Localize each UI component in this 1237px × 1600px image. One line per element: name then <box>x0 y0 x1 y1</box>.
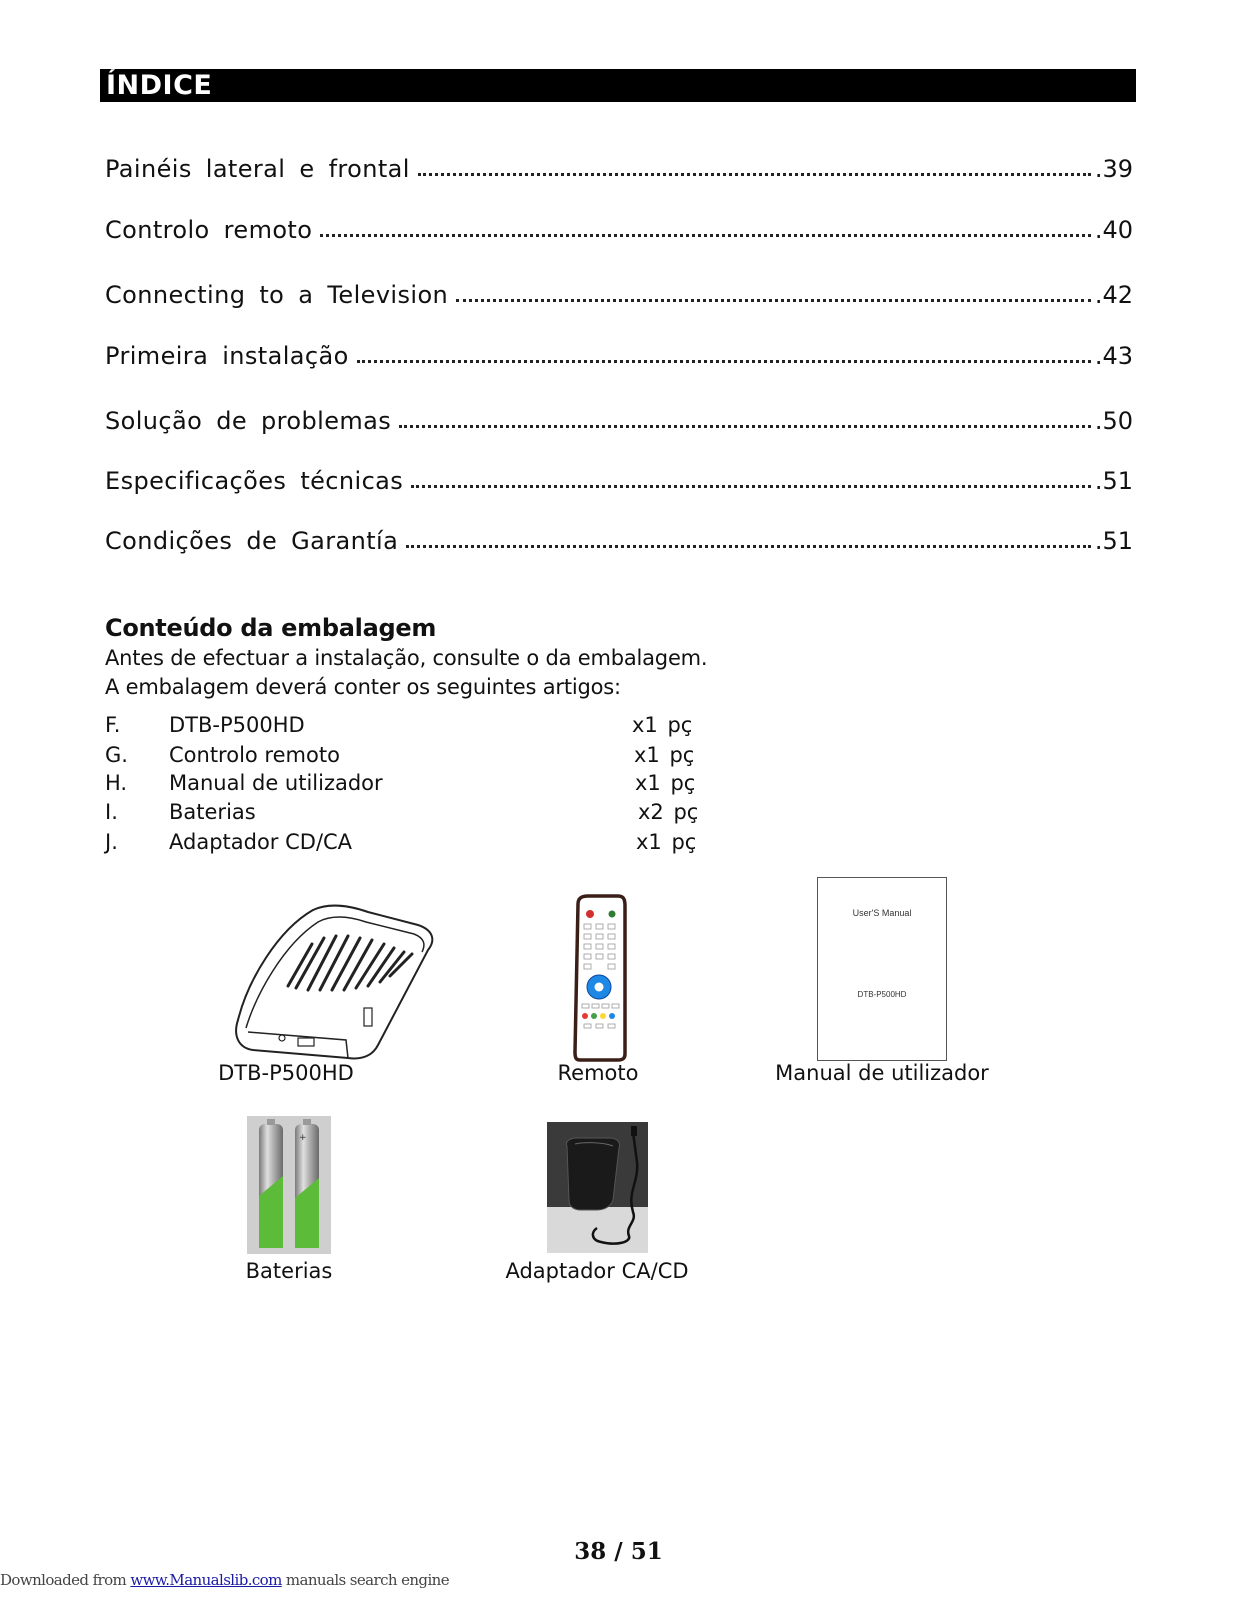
package-item-qty: x1 pç <box>636 830 697 854</box>
header-bar <box>100 69 1136 102</box>
package-item-letter: J. <box>105 830 118 854</box>
figure-caption: DTB-P500HD <box>218 1061 354 1085</box>
package-item-name: Adaptador CD/CA <box>169 830 353 854</box>
download-note <box>0 1571 449 1589</box>
toc-leader <box>456 299 1091 302</box>
package-item-letter: G. <box>105 743 128 767</box>
figure-caption: Adaptador CA/CD <box>505 1259 689 1283</box>
package-item-name: Baterias <box>169 800 256 824</box>
figure-caption: Remoto <box>557 1061 639 1085</box>
download-note-prefix: Downloaded from <box>0 1571 131 1589</box>
toc-entry-title: Solução de problemas <box>105 407 392 435</box>
page-number: 38 / 51 <box>574 1538 663 1565</box>
package-item-qty: x1 pç <box>635 771 696 795</box>
package-item-name: Controlo remoto <box>169 743 340 767</box>
toc-entry-title: Controlo remoto <box>105 216 313 244</box>
toc-entry <box>105 212 1133 244</box>
toc-entry-title: Connecting to a Television <box>105 281 449 309</box>
package-item <box>105 830 705 858</box>
figure-caption: Baterias <box>245 1259 333 1283</box>
toc-entry <box>105 277 1133 309</box>
toc-entry-title: Especificações técnicas <box>105 467 404 495</box>
toc-entry <box>105 151 1133 183</box>
package-item <box>105 771 705 799</box>
intro-line: Antes de efectuar a instalação, consulte o da embalagem. <box>105 646 708 670</box>
toc-leader <box>406 545 1091 548</box>
package-item <box>105 713 705 741</box>
toc-entry-page: .39 <box>1094 155 1133 183</box>
toc-leader <box>399 425 1091 428</box>
package-item-letter: H. <box>105 771 128 795</box>
download-note-suffix: manuals search engine <box>281 1571 449 1589</box>
package-item <box>105 800 705 828</box>
toc-entry-page: .50 <box>1094 407 1133 435</box>
package-item <box>105 743 705 771</box>
package-item-qty: x2 pç <box>638 800 699 824</box>
page-title: ÍNDICE <box>106 70 213 101</box>
remote-illustration <box>572 894 628 1062</box>
toc-leader <box>411 485 1091 488</box>
package-item-name: DTB-P500HD <box>169 713 305 737</box>
package-item-letter: I. <box>105 800 118 824</box>
intro-line: A embalagem deverá conter os seguintes artigos: <box>105 675 621 699</box>
toc-entry <box>105 523 1133 555</box>
batteries-illustration <box>247 1116 331 1254</box>
toc-entry-page: .42 <box>1094 281 1133 309</box>
toc-entry-page: .40 <box>1094 216 1133 244</box>
section-heading: Conteúdo da embalagem <box>105 614 437 642</box>
toc-leader <box>320 234 1091 237</box>
manual-cover-title: User'S Manual <box>852 908 912 918</box>
package-item-qty: x1 pç <box>632 713 693 737</box>
package-item-qty: x1 pç <box>634 743 695 767</box>
toc-entry <box>105 463 1133 495</box>
toc-entry <box>105 338 1133 370</box>
toc-entry-title: Primeira instalação <box>105 342 349 370</box>
manual-illustration <box>817 877 947 1061</box>
toc-entry-page: .51 <box>1094 467 1133 495</box>
toc-entry-page: .51 <box>1094 527 1133 555</box>
adapter-illustration <box>547 1122 648 1253</box>
toc-entry-title: Painéis lateral e frontal <box>105 155 410 183</box>
toc-entry-title: Condições de Garantía <box>105 527 399 555</box>
svg-text:+: + <box>299 1133 307 1143</box>
figure-caption: Manual de utilizador <box>775 1061 989 1085</box>
toc-entry-page: .43 <box>1094 342 1133 370</box>
package-item-letter: F. <box>105 713 121 737</box>
receiver-illustration <box>228 900 440 1068</box>
package-item-name: Manual de utilizador <box>169 771 383 795</box>
manual-cover-model: DTB-P500HD <box>857 990 907 999</box>
toc-leader <box>357 360 1091 363</box>
manualslib-link[interactable]: www.Manualslib.com <box>130 1571 282 1589</box>
toc-leader <box>418 173 1091 176</box>
toc-entry <box>105 403 1133 435</box>
